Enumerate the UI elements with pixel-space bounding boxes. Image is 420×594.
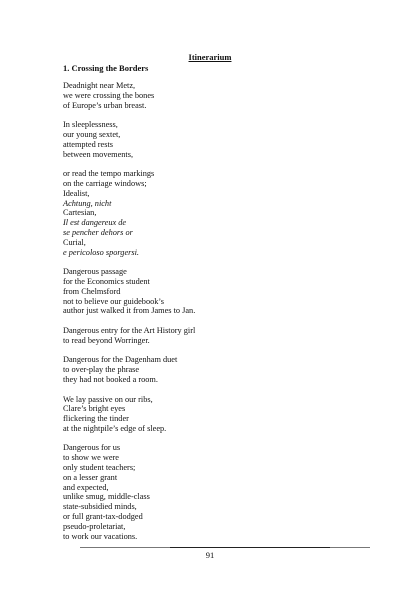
stanza <box>63 81 195 110</box>
poem-line: Dangerous for us <box>63 443 121 453</box>
poem-line: on a lesser grant <box>63 472 118 482</box>
poem-line: they had not booked a room. <box>63 374 158 384</box>
poem-line: pseudo-proletariat, <box>63 521 126 531</box>
poem-line: Cartesian, <box>63 208 97 218</box>
stanza <box>63 326 195 346</box>
poem-line: Dangerous passage <box>63 267 127 277</box>
poem-line: In sleeplessness, <box>63 120 118 130</box>
footer-rule-accent <box>170 547 330 548</box>
stanza <box>63 267 195 316</box>
stanza <box>63 120 195 159</box>
poem-line: or read the tempo markings <box>63 169 155 179</box>
stanza <box>63 395 195 434</box>
poem-body <box>63 81 195 551</box>
poem-line: Il est dangereux de <box>63 218 127 228</box>
poem-line: state-subsidied minds, <box>63 502 137 512</box>
poem-line: and expected, <box>63 482 109 492</box>
poem-line: Deadnight near Metz, <box>63 81 136 90</box>
poem-line: to work our vacations. <box>63 531 138 541</box>
poem-line: between movements, <box>63 149 134 159</box>
poem-line: to read beyond Worringer. <box>63 335 150 345</box>
page-number: 91 <box>205 550 215 560</box>
poem-line: on the carriage windows; <box>63 178 147 188</box>
poem-line: not to believe our guidebook’s <box>63 296 164 306</box>
poem-line: flickering the tinder <box>63 414 129 424</box>
poem-line: Dangerous entry for the Art History girl <box>63 325 196 335</box>
poem-line: We lay passive on our ribs, <box>63 394 153 404</box>
poem-line: for the Economics student <box>63 276 150 286</box>
poem-line: attempted rests <box>63 139 113 149</box>
poem-title: Itinerarium <box>188 52 232 62</box>
poem-line: from Chelmsford <box>63 286 121 296</box>
poem-line: we were crossing the bones <box>63 90 155 100</box>
poem-line: to over-play the phrase <box>63 365 140 375</box>
stanza <box>63 443 195 541</box>
poem-line: to show we were <box>63 453 119 463</box>
stanza <box>63 355 195 384</box>
poem-line: or full grant-tax-dodged <box>63 512 143 522</box>
poem-line: se pencher dehors or <box>63 227 133 237</box>
poem-line: at the nightpile’s edge of sleep. <box>63 423 167 433</box>
poem-line: Idealist, <box>63 188 90 198</box>
poem-line: only student teachers; <box>63 463 136 473</box>
poem-line: author just walked it from James to Jan. <box>63 306 196 316</box>
poem-line: e pericoloso sporgersi. <box>63 247 139 257</box>
poem-line: our young sextet, <box>63 129 121 139</box>
poem-line: unlike smug, middle-class <box>63 492 150 502</box>
poem-line: of Europe’s urban breast. <box>63 100 147 110</box>
section-heading: 1. Crossing the Borders <box>63 63 149 73</box>
stanza <box>63 169 195 257</box>
poem-line: Achtung, nicht <box>63 198 112 208</box>
poem-line: Clare’s bright eyes <box>63 404 126 414</box>
poem-line: Curial, <box>63 237 86 247</box>
poem-line: Dangerous for the Dagenham duet <box>63 355 178 365</box>
